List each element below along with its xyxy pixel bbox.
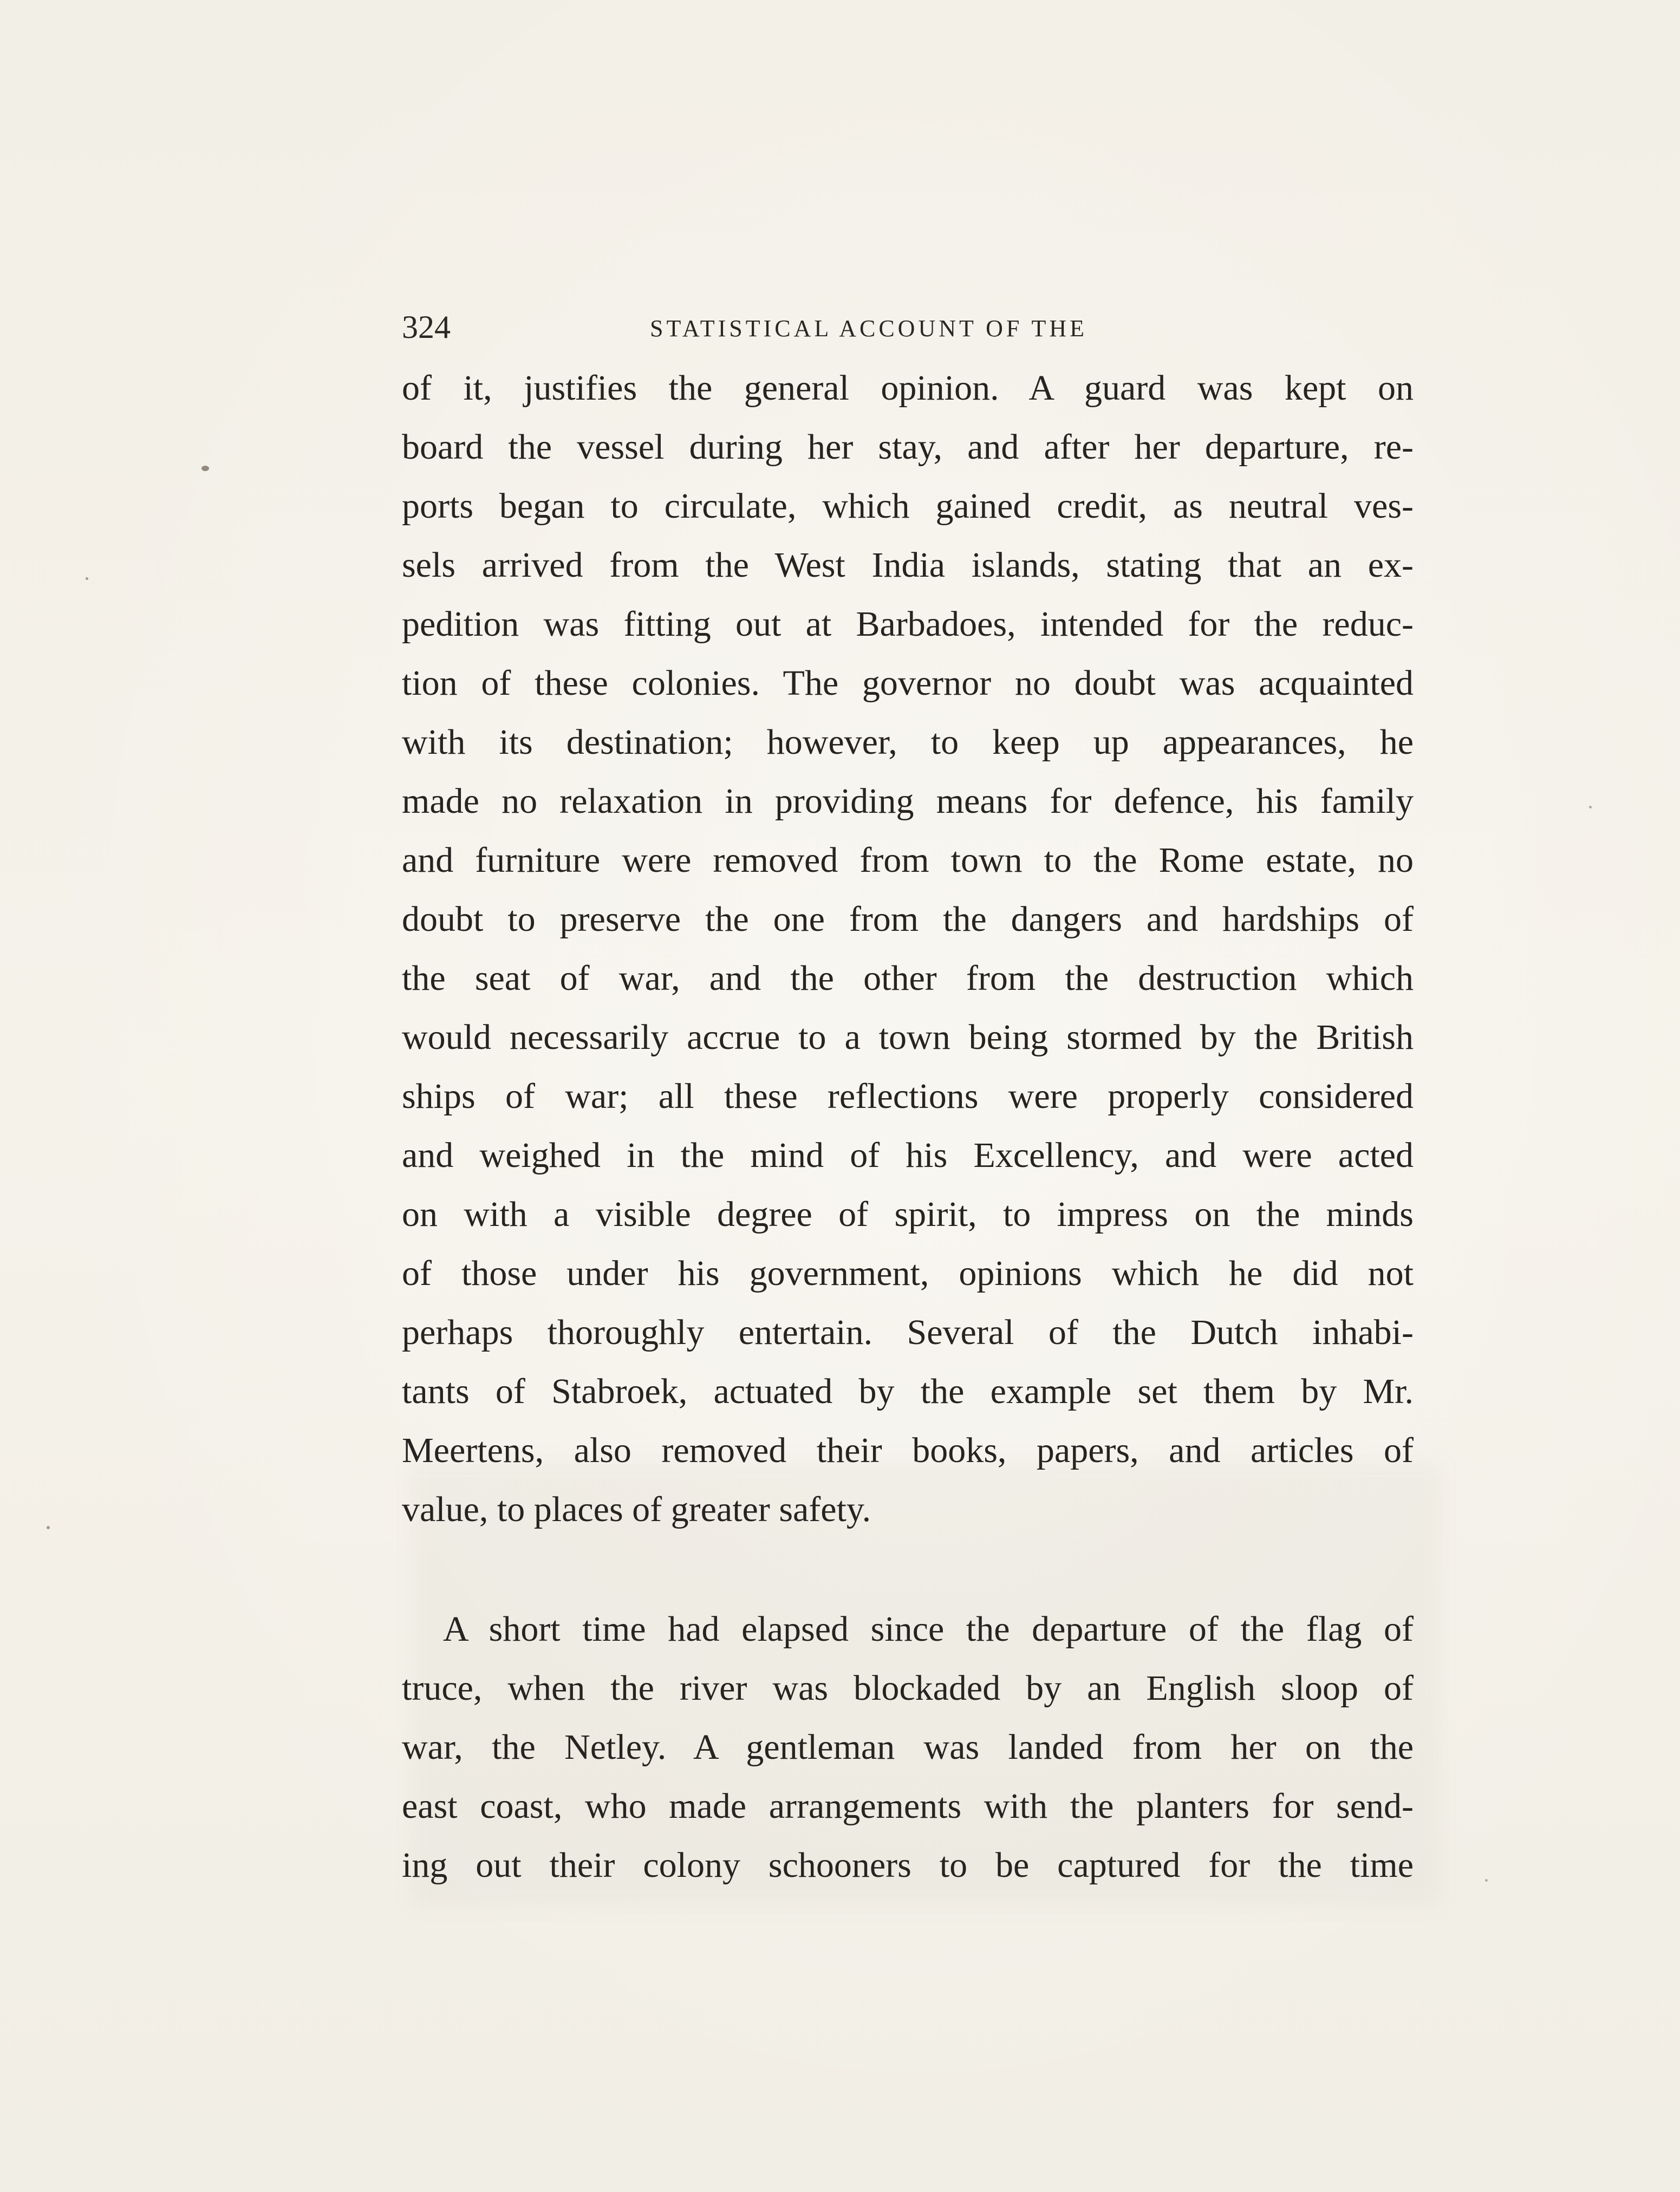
running-head: STATISTICAL ACCOUNT OF THE (650, 315, 1088, 342)
text-line: pedition was fitting out at Barbadoes, intended for the reduc- (402, 604, 1414, 644)
paper-speck (1485, 1879, 1488, 1882)
paragraph-2 (402, 1600, 1414, 1895)
text-line: ing out their colony schooners to be captured for the time (402, 1845, 1414, 1885)
text-line: tants of Stabroek, actuated by the example set them by Mr. (402, 1372, 1414, 1411)
text-line: the seat of war, and the other from the destruction which (402, 958, 1414, 998)
paragraph-1 (402, 358, 1414, 1539)
text-line: war, the Netley. A gentleman was landed from her on the (402, 1727, 1414, 1767)
text-line: doubt to preserve the one from the dangers and hardships of (402, 899, 1414, 939)
paper-speck (201, 466, 209, 471)
text-line: perhaps thoroughly entertain. Several of the Dutch inhabi- (402, 1313, 1414, 1352)
text-line: east coast, who made arrangements with the planters for send- (402, 1786, 1414, 1826)
page-number: 324 (402, 309, 451, 345)
text-line: truce, when the river was blockaded by an English sloop of (402, 1668, 1414, 1708)
body-text (402, 358, 1414, 1895)
text-line: ships of war; all these reflections were properly considered (402, 1077, 1414, 1116)
text-line: board the vessel during her stay, and after her departure, re- (402, 427, 1414, 467)
text-line: tion of these colonies. The governor no doubt was acquainted (402, 663, 1414, 703)
paper-speck (86, 577, 88, 580)
text-line: sels arrived from the West India islands, stating that an ex- (402, 545, 1414, 585)
text-line: and furniture were removed from town to the Rome estate, no (402, 840, 1414, 880)
text-line: and weighed in the mind of his Excellency, and were acted (402, 1136, 1414, 1175)
paper-speck (47, 1526, 50, 1529)
paper-speck (1589, 806, 1592, 808)
text-line: ports began to circulate, which gained credit, as neutral ves- (402, 486, 1414, 526)
text-line: Meertens, also removed their books, papers, and articles of (402, 1431, 1414, 1470)
page-header (402, 306, 1414, 348)
text-line: on with a visible degree of spirit, to impress on the minds (402, 1195, 1414, 1234)
text-line: would necessarily accrue to a town being stormed by the British (402, 1017, 1414, 1057)
paragraph-gap (402, 1539, 1414, 1600)
text-line: of it, justifies the general opinion. A guard was kept on (402, 368, 1414, 408)
text-line: value, to places of greater safety. (402, 1490, 871, 1529)
text-line: with its destination; however, to keep up appearances, he (402, 722, 1414, 762)
text-line: A short time had elapsed since the departure of the flag of (443, 1609, 1414, 1649)
text-line: of those under his government, opinions which he did not (402, 1254, 1414, 1293)
text-line: made no relaxation in providing means for defence, his family (402, 781, 1414, 821)
